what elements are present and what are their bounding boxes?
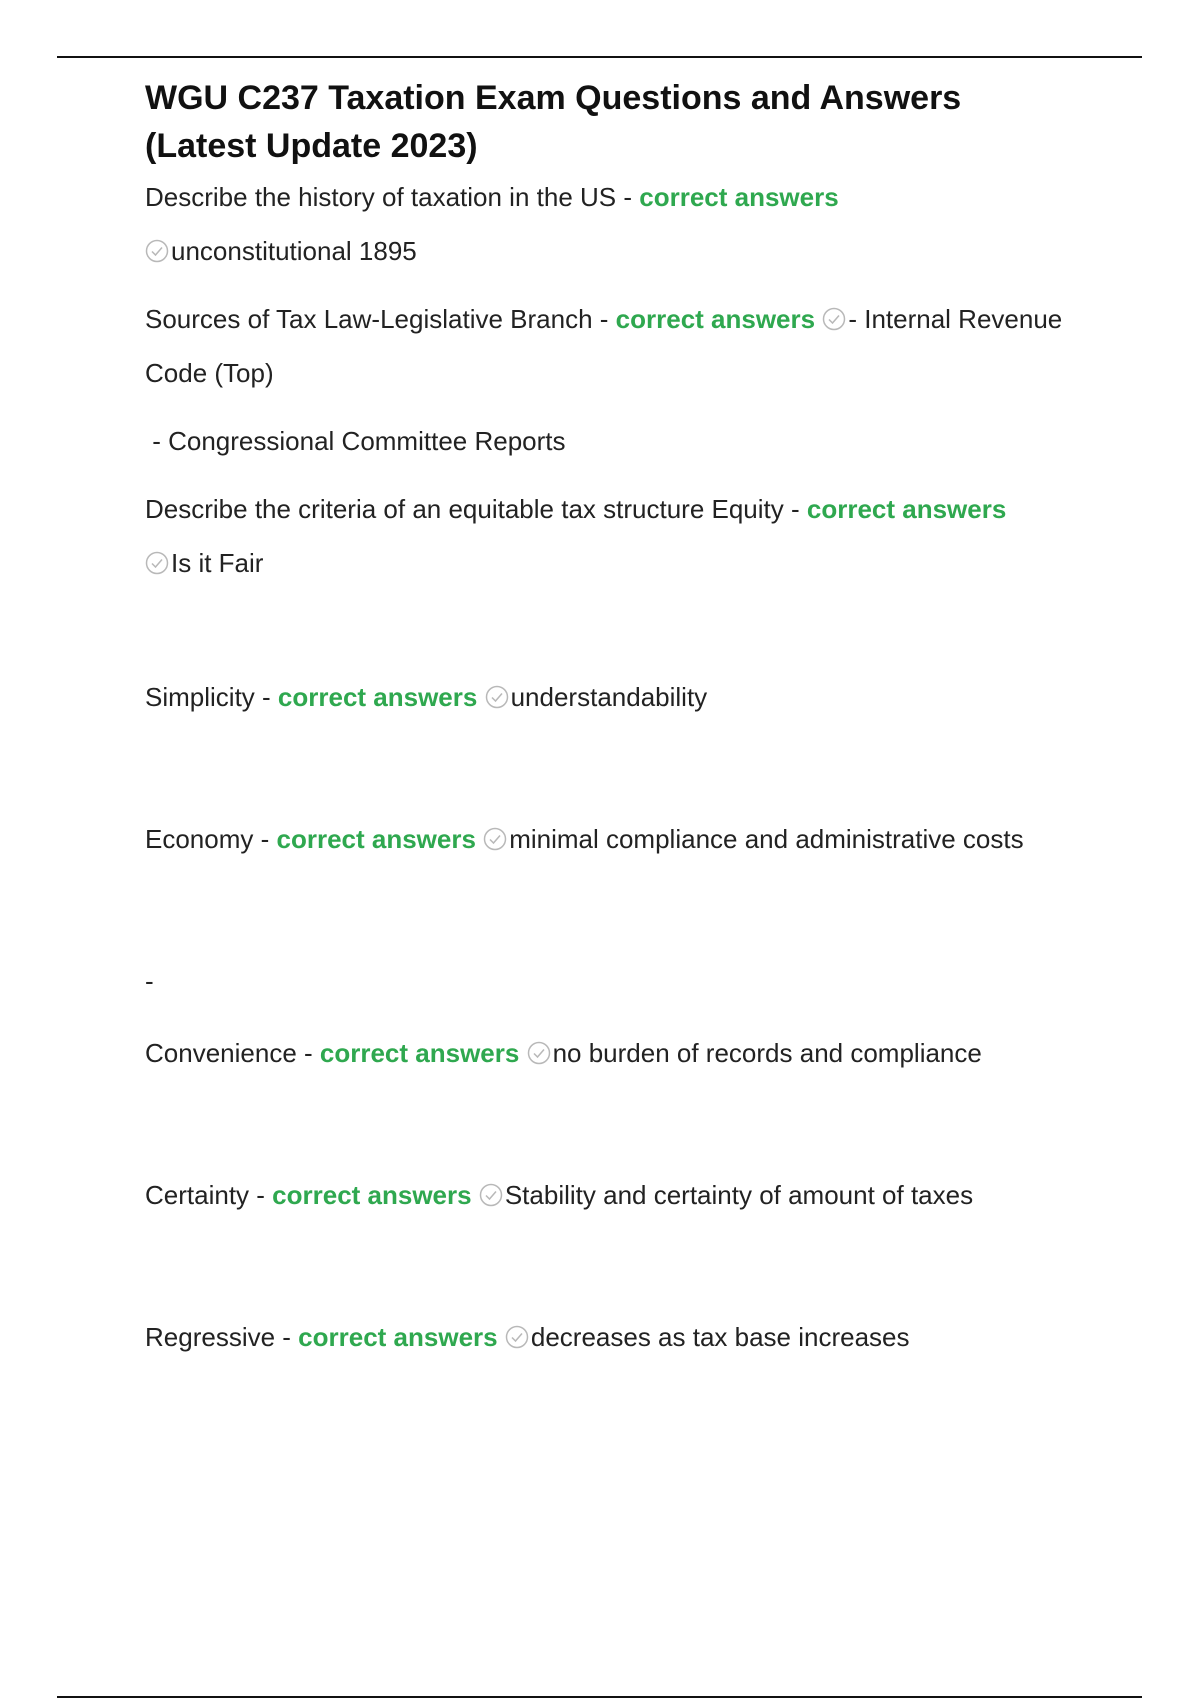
answer-line bbox=[145, 224, 1105, 278]
qa-item-simplicity bbox=[145, 670, 1105, 724]
answer-label: correct answers bbox=[276, 824, 476, 854]
dash-line bbox=[145, 954, 1105, 1008]
qa-item-history bbox=[145, 170, 1105, 278]
check-circle-icon bbox=[485, 685, 509, 709]
answer-text: - Congressional Committee Reports bbox=[145, 426, 566, 456]
answer-text: no burden of records and compliance bbox=[552, 1038, 982, 1068]
answer-label: correct answers bbox=[639, 182, 839, 212]
question-line bbox=[145, 1168, 1105, 1222]
answer-text: Stability and certainty of amount of taxes bbox=[504, 1180, 974, 1210]
separator: - bbox=[296, 1038, 320, 1068]
dash-text: - bbox=[145, 966, 154, 996]
qa-item-economy bbox=[145, 812, 1105, 866]
question-text: Convenience bbox=[145, 1038, 297, 1068]
check-circle-icon bbox=[145, 551, 169, 575]
document-body bbox=[145, 74, 1105, 1364]
answer-label: correct answers bbox=[277, 682, 478, 712]
answer-label: correct answers bbox=[615, 304, 816, 334]
answer-line bbox=[145, 536, 1105, 590]
check-circle-icon bbox=[145, 239, 169, 263]
question-text: Simplicity bbox=[145, 682, 255, 712]
question-line bbox=[145, 482, 1105, 536]
bottom-rule bbox=[57, 1696, 1142, 1698]
question-line bbox=[145, 292, 1105, 346]
answer-text: understandability bbox=[510, 682, 708, 712]
separator: - bbox=[783, 494, 807, 524]
answer-text: Is it Fair bbox=[171, 548, 264, 578]
separator: - bbox=[275, 1322, 299, 1352]
separator: - bbox=[253, 824, 277, 854]
document-title bbox=[145, 74, 1105, 170]
separator: - bbox=[249, 1180, 273, 1210]
qa-item-equity bbox=[145, 482, 1105, 590]
answer-text: minimal compliance and administrative costs bbox=[509, 824, 1024, 854]
question-text: Sources of Tax Law-Legislative Branch bbox=[145, 304, 593, 334]
answer-text: unconstitutional 1895 bbox=[171, 236, 417, 266]
question-line bbox=[145, 1310, 1105, 1364]
check-circle-icon bbox=[483, 827, 507, 851]
title-line-2: (Latest Update 2023) bbox=[145, 127, 478, 165]
qa-item-convenience bbox=[145, 1026, 1105, 1080]
question-line bbox=[145, 670, 1105, 724]
answer-label: correct answers bbox=[298, 1322, 498, 1352]
check-circle-icon bbox=[822, 307, 846, 331]
check-circle-icon bbox=[527, 1041, 551, 1065]
answer-text: - Internal Revenue bbox=[848, 304, 1063, 334]
answer-label: correct answers bbox=[272, 1180, 472, 1210]
answer-text: decreases as tax base increases bbox=[530, 1322, 910, 1352]
question-text: Describe the history of taxation in the US bbox=[145, 182, 617, 212]
question-text: Certainty bbox=[145, 1180, 250, 1210]
check-circle-icon bbox=[479, 1183, 503, 1207]
question-line bbox=[145, 1026, 1105, 1080]
qa-item-certainty bbox=[145, 1168, 1105, 1222]
qa-item-regressive bbox=[145, 1310, 1105, 1364]
question-text: Regressive bbox=[145, 1322, 276, 1352]
answer-text: Code (Top) bbox=[145, 358, 274, 388]
qa-item-sources bbox=[145, 292, 1105, 468]
answer-line bbox=[145, 346, 1105, 400]
separator: - bbox=[254, 682, 278, 712]
answer-label: correct answers bbox=[319, 1038, 520, 1068]
answer-label: correct answers bbox=[806, 494, 1007, 524]
question-line bbox=[145, 812, 1105, 866]
question-text: Economy bbox=[145, 824, 254, 854]
separator: - bbox=[592, 304, 616, 334]
question-line bbox=[145, 170, 1105, 224]
check-circle-icon bbox=[505, 1325, 529, 1349]
question-text: Describe the criteria of an equitable tax structure Equity bbox=[145, 494, 784, 524]
answer-line bbox=[145, 414, 1105, 468]
title-line-1: WGU C237 Taxation Exam Questions and Answers bbox=[145, 79, 962, 117]
top-rule bbox=[57, 56, 1142, 58]
separator: - bbox=[616, 182, 640, 212]
